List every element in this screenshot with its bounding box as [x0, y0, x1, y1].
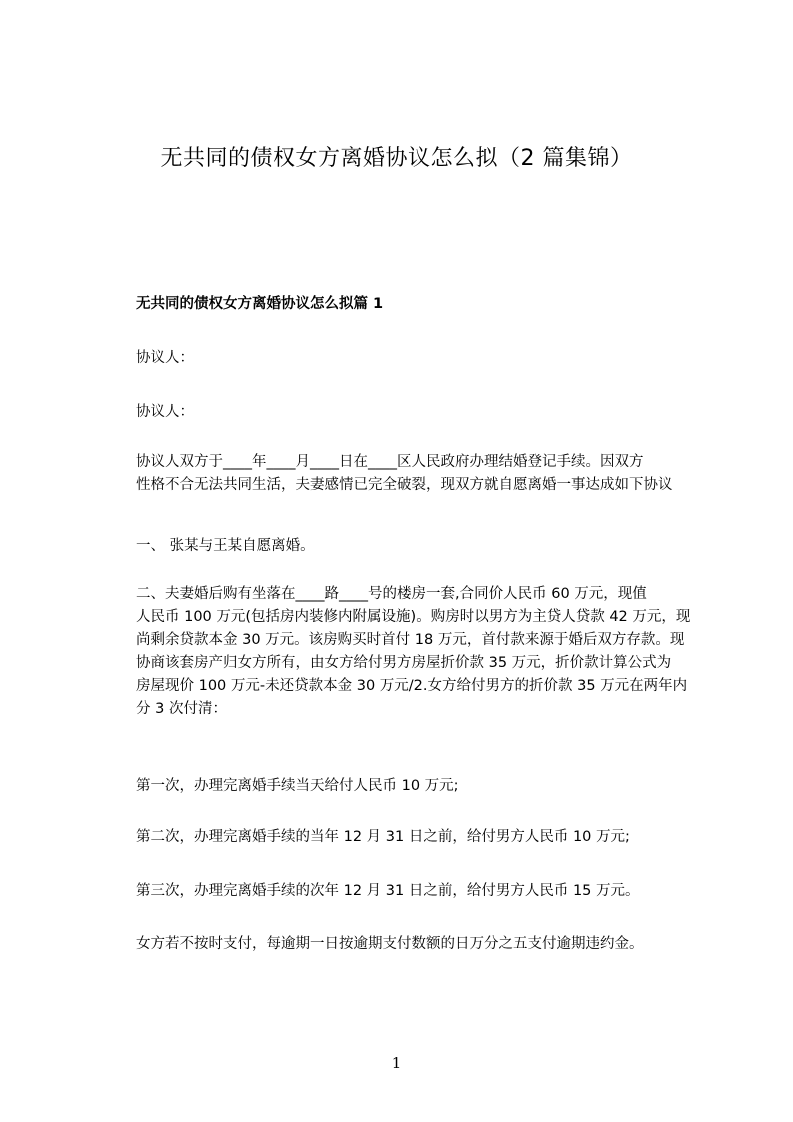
- intro-line: 性格不合无法共同生活，夫妻感情已完全破裂，现双方就自愿离婚一事达成如下协议: [136, 477, 673, 493]
- clause-1: 一、 张某与王某自愿离婚。: [136, 538, 315, 554]
- document-title: 无共同的债权女方离婚协议怎么拟（2 篇集锦）: [160, 146, 633, 171]
- clause-2-line: 人民币 100 万元(包括房内装修内附属设施)。购房时以男方为主贷人贷款 42 万元，现: [136, 609, 691, 625]
- payment-1: 第一次，办理完离婚手续当天给付人民币 10 万元;: [136, 778, 459, 794]
- intro-paragraph: [136, 451, 708, 497]
- clause-2-line: 尚剩余贷款本金 30 万元。该房购买时首付 18 万元，首付款来源于婚后双方存款。现: [136, 632, 685, 648]
- payment-3: 第三次，办理完离婚手续的次年 12 月 31 日之前，给付男方人民币 15 万元。: [136, 883, 640, 899]
- party-1-label: 协议人：: [136, 350, 194, 366]
- clause-2-line: 协商该套房产归女方所有，由女方给付男方房屋折价款 35 万元，折价款计算公式为: [136, 655, 672, 671]
- payment-2: 第二次，办理完离婚手续的当年 12 月 31 日之前，给付男方人民币 10 万元;: [136, 829, 630, 845]
- section-heading: 无共同的债权女方离婚协议怎么拟篇 1: [136, 296, 384, 312]
- clause-2-paragraph: [136, 583, 708, 721]
- page-number: 1: [391, 1054, 402, 1072]
- clause-2-line: 分 3 次付清：: [136, 701, 227, 717]
- clause-2-line: 房屋现价 100 万元-未还贷款本金 30 万元/2.女方给付男方的折价款 35 万元在两年内: [136, 678, 688, 694]
- penalty-clause: 女方若不按时支付，每逾期一日按逾期支付数额的日万分之五支付逾期违约金。: [136, 936, 644, 952]
- intro-line: 协议人双方于____年____月____日在____区人民政府办理结婚登记手续。因双方: [136, 454, 644, 470]
- clause-2-line: 二、夫妻婚后购有坐落在____路____号的楼房一套,合同价人民币 60 万元，现值: [136, 586, 647, 602]
- party-2-label: 协议人：: [136, 404, 194, 420]
